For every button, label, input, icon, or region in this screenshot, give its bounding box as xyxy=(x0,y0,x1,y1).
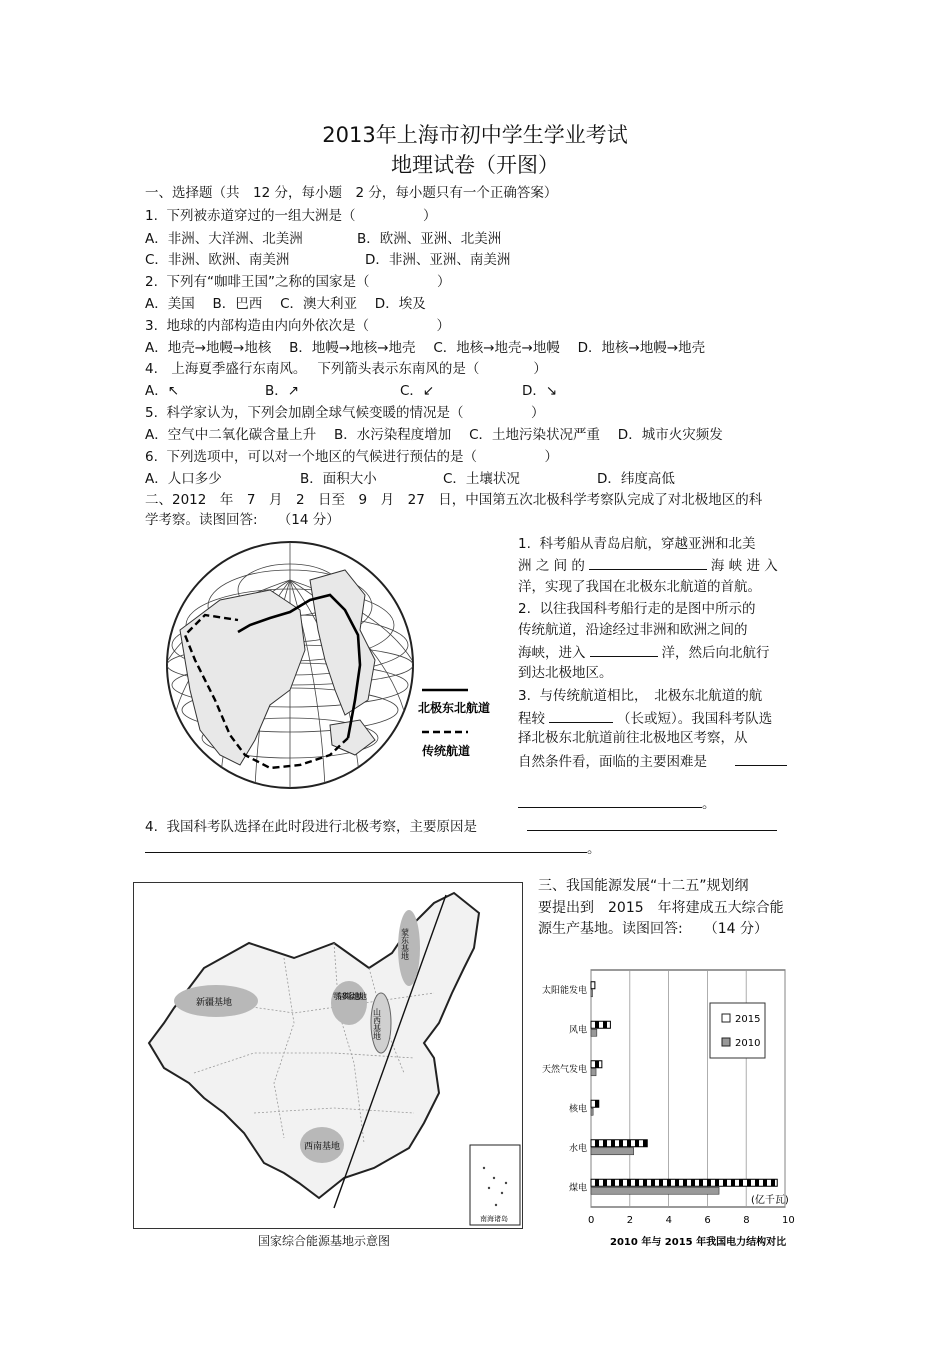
s2-q3-line5: 。 xyxy=(518,793,716,813)
s2-q3-blank2[interactable] xyxy=(735,751,787,766)
ordos-base-marker xyxy=(331,981,367,1025)
q6-option-a[interactable]: A．人口多少 xyxy=(145,471,222,487)
q5-stem: 5. 科学家认为，下列会加剧全球气候变暖的情况是（ ） xyxy=(145,405,545,421)
bar-2015-hatch-5 xyxy=(667,1179,671,1186)
bar-2015-hatch-5 xyxy=(739,1179,743,1186)
bar-2015-hatch-5 xyxy=(595,1179,599,1186)
q4-stem: 4. 上海夏季盛行东南风。 下列箭头表示东南风的是（ ） xyxy=(145,361,547,377)
ordos-base-label: 鄂尔多斯盆地基地 xyxy=(333,992,367,1001)
bar-2015-hatch-5 xyxy=(731,1179,735,1186)
exam-title: 2013年上海市初中学生学业考试 xyxy=(322,123,628,147)
bar-2015-hatch-5 xyxy=(683,1179,687,1186)
s2-q2-line3: 海峡，进入 洋，然后向北航行 xyxy=(518,642,770,662)
bar-2015-hatch-5 xyxy=(635,1179,639,1186)
bar-2010-3 xyxy=(591,1108,593,1115)
q4-option-b[interactable]: B．↗ xyxy=(265,383,300,399)
bar-2015-0 xyxy=(591,982,595,989)
bar-2015-hatch-5 xyxy=(603,1179,607,1186)
bar-2010-4 xyxy=(591,1148,634,1155)
q2-options[interactable]: A．美国 B．巴西 C．澳大利亚 D．埃及 xyxy=(145,296,426,312)
bar-2010-0 xyxy=(591,990,593,997)
bar-2015-hatch-5 xyxy=(715,1179,719,1186)
legend-2015-label: 2015 xyxy=(735,1014,761,1025)
q6-option-c[interactable]: C．土壤状况 xyxy=(443,471,520,487)
x-tick-label-5: 10 xyxy=(782,1215,795,1226)
x-tick-label-1: 2 xyxy=(626,1215,634,1226)
s3-line1: 三、我国能源发展“十二五”规划纲 xyxy=(538,878,749,894)
bar-2010-1 xyxy=(591,1029,597,1036)
bar-2015-hatch-5 xyxy=(651,1179,655,1186)
bar-2015-hatch-1 xyxy=(595,1021,599,1028)
bar-2015-hatch-4 xyxy=(603,1140,607,1147)
bar-2015-1 xyxy=(591,1021,610,1028)
s2-q1-line2: 洲 之 间 的 海 峡 进 入 xyxy=(518,555,778,575)
bar-2015-hatch-5 xyxy=(643,1179,647,1186)
exam-subtitle: 地理试卷（开图） xyxy=(391,153,559,177)
bar-2015-hatch-5 xyxy=(747,1179,751,1186)
legend-2015-swatch xyxy=(722,1014,730,1022)
bar-2015-hatch-5 xyxy=(699,1179,703,1186)
s2-q4-line1: 4. 我国科考队选择在此时段进行北极考察，主要原因是 xyxy=(145,816,777,836)
south-china-sea-inset xyxy=(470,1145,520,1225)
bar-2010-2 xyxy=(591,1069,596,1076)
bar-2015-hatch-4 xyxy=(611,1140,615,1147)
section2-heading-line2: 学考察。读图回答: （14 分） xyxy=(145,512,340,528)
q6-option-b[interactable]: B．面积大小 xyxy=(300,471,377,487)
s2-q4-blank1[interactable] xyxy=(527,816,777,831)
q3-stem: 3. 地球的内部构造由内向外依次是（ ） xyxy=(145,318,450,334)
q4-option-a[interactable]: A．↖ xyxy=(145,383,180,399)
bar-2015-hatch-5 xyxy=(611,1179,615,1186)
s2-q4-line2: 。 xyxy=(145,838,601,858)
x-tick-label-4: 8 xyxy=(743,1215,750,1226)
bar-2015-hatch-5 xyxy=(659,1179,663,1186)
section1-heading: 一、选择题（共 12 分，每小题 2 分，每小题只有一个正确答案） xyxy=(145,185,558,201)
bar-2015-hatch-4 xyxy=(627,1140,631,1147)
q2-stem: 2. 下列有“咖啡王国”之称的国家是（ ） xyxy=(145,274,451,290)
s2-q3-line4: 自然条件看，面临的主要困难是 xyxy=(518,751,787,771)
section2-heading-line1: 二、2012 年 7 月 2 日至 9 月 27 日，中国第五次北极科学考察队完成了对北极地区的科 xyxy=(145,492,763,508)
s2-q3-blank1[interactable] xyxy=(549,708,613,723)
q1-option-b[interactable]: B．欧洲、亚洲、北美洲 xyxy=(357,231,502,247)
s2-q3-line1: 3. 与传统航道相比， 北极东北航道的航 xyxy=(518,688,763,704)
bar-2015-hatch-5 xyxy=(619,1179,623,1186)
s2-q2-blank[interactable] xyxy=(590,642,658,657)
arctic-route-globe-map xyxy=(160,540,505,800)
s2-q3-line2: 程较 （长或短）。我国科考队选 xyxy=(518,708,772,728)
s2-q2-line1: 2. 以往我国科考船行走的是图中所示的 xyxy=(518,601,756,617)
s2-q2-line2: 传统航道，沿途经过非洲和欧洲之间的 xyxy=(518,622,748,638)
bar-2015-hatch-5 xyxy=(723,1179,727,1186)
china-map-svg xyxy=(134,883,522,1228)
shanxi-base-label: 山西基地 xyxy=(372,1008,382,1040)
s2-q1-line3: 洋，实现了我国在北极东北航道的首航。 xyxy=(518,579,761,595)
q6-option-d[interactable]: D．纬度高低 xyxy=(597,471,675,487)
q1-option-c[interactable]: C．非洲、欧洲、南美洲 xyxy=(145,252,290,268)
category-label-2: 天然气发电 xyxy=(541,1064,587,1075)
map-caption: 国家综合能源基地示意图 xyxy=(258,1234,391,1248)
chart-legend-box xyxy=(710,1003,765,1058)
category-label-3: 核电 xyxy=(568,1104,587,1115)
s2-q4-blank2[interactable] xyxy=(145,838,587,853)
bar-2015-hatch-1 xyxy=(603,1021,607,1028)
china-energy-map xyxy=(133,882,523,1229)
chart-category-labels xyxy=(542,984,587,1194)
legend-traditional-label: 传统航道 xyxy=(422,744,471,758)
bar-2015-hatch-4 xyxy=(595,1140,599,1147)
s2-q2-line4: 到达北极地区。 xyxy=(518,665,613,681)
bar-2015-hatch-5 xyxy=(771,1179,775,1186)
category-label-4: 水电 xyxy=(568,1143,587,1154)
q1-option-a[interactable]: A．非洲、大洋洲、北美洲 xyxy=(145,231,303,247)
s2-q1-line1: 1. 科考船从青岛启航，穿越亚洲和北美 xyxy=(518,536,756,552)
x-tick-label-2: 4 xyxy=(665,1215,672,1226)
bar-2015-hatch-5 xyxy=(707,1179,711,1186)
q1-stem: 1. 下列被赤道穿过的一组大洲是（ ） xyxy=(145,208,437,224)
category-label-1: 风电 xyxy=(568,1025,587,1036)
bar-2015-hatch-5 xyxy=(627,1179,631,1186)
mengdong-base-label: 蒙东基地 xyxy=(400,928,410,960)
category-label-0: 太阳能发电 xyxy=(541,985,587,996)
category-label-5: 煤电 xyxy=(568,1183,587,1194)
bar-2015-hatch-5 xyxy=(691,1179,695,1186)
bar-2015-hatch-5 xyxy=(763,1179,767,1186)
q6-stem: 6. 下列选项中，可以对一个地区的气候进行预估的是（ ） xyxy=(145,449,558,465)
x-tick-label-3: 6 xyxy=(704,1215,711,1226)
bar-2015-hatch-4 xyxy=(619,1140,623,1147)
s2-q3-line3: 择北极东北航道前往北极地区考察，从 xyxy=(518,730,748,746)
q4-option-d[interactable]: D．↘ xyxy=(522,383,558,399)
chart-unit-label: (亿千瓦) xyxy=(751,1195,789,1206)
power-structure-chart xyxy=(525,960,805,1250)
q3-options[interactable]: A．地壳→地幔→地核 B．地幔→地核→地壳 C．地核→地壳→地幔 D．地核→地幔→地壳 xyxy=(145,340,706,356)
bar-2010-5 xyxy=(591,1187,719,1194)
bar-2015-hatch-5 xyxy=(675,1179,679,1186)
xinan-base-label: 西南基地 xyxy=(304,1142,341,1152)
xinjiang-base-label: 新疆基地 xyxy=(196,998,233,1008)
s3-line3: 源生产基地。读图回答: （14 分） xyxy=(538,921,768,937)
q4-option-c[interactable]: C．↙ xyxy=(400,383,435,399)
chart-title: 2010 年与 2015 年我国电力结构对比 xyxy=(610,1237,787,1248)
s3-line2: 要提出到 2015 年将建成五大综合能 xyxy=(538,900,784,916)
bar-2015-hatch-4 xyxy=(635,1140,639,1147)
legend-2010-label: 2010 xyxy=(735,1038,761,1049)
bar-2015-hatch-5 xyxy=(755,1179,759,1186)
s2-q3-blank3[interactable] xyxy=(518,793,702,808)
x-tick-label-0: 0 xyxy=(588,1215,595,1226)
legend-northeast-label: 北极东北航道 xyxy=(418,701,491,715)
inset-label: 南海诸岛 xyxy=(480,1215,508,1223)
bar-2015-hatch-3 xyxy=(595,1100,599,1107)
s2-q1-blank1[interactable] xyxy=(589,555,707,570)
q1-option-d[interactable]: D．非洲、亚洲、南美洲 xyxy=(365,252,511,268)
chart-tick-labels xyxy=(588,1215,795,1226)
bar-2015-hatch-2 xyxy=(595,1061,599,1068)
legend-2010-swatch xyxy=(722,1038,730,1046)
q5-options[interactable]: A．空气中二氧化碳含量上升 B．水污染程度增加 C．土地污染状况严重 D．城市火灾频发 xyxy=(145,427,723,443)
bar-2015-hatch-4 xyxy=(643,1140,647,1147)
